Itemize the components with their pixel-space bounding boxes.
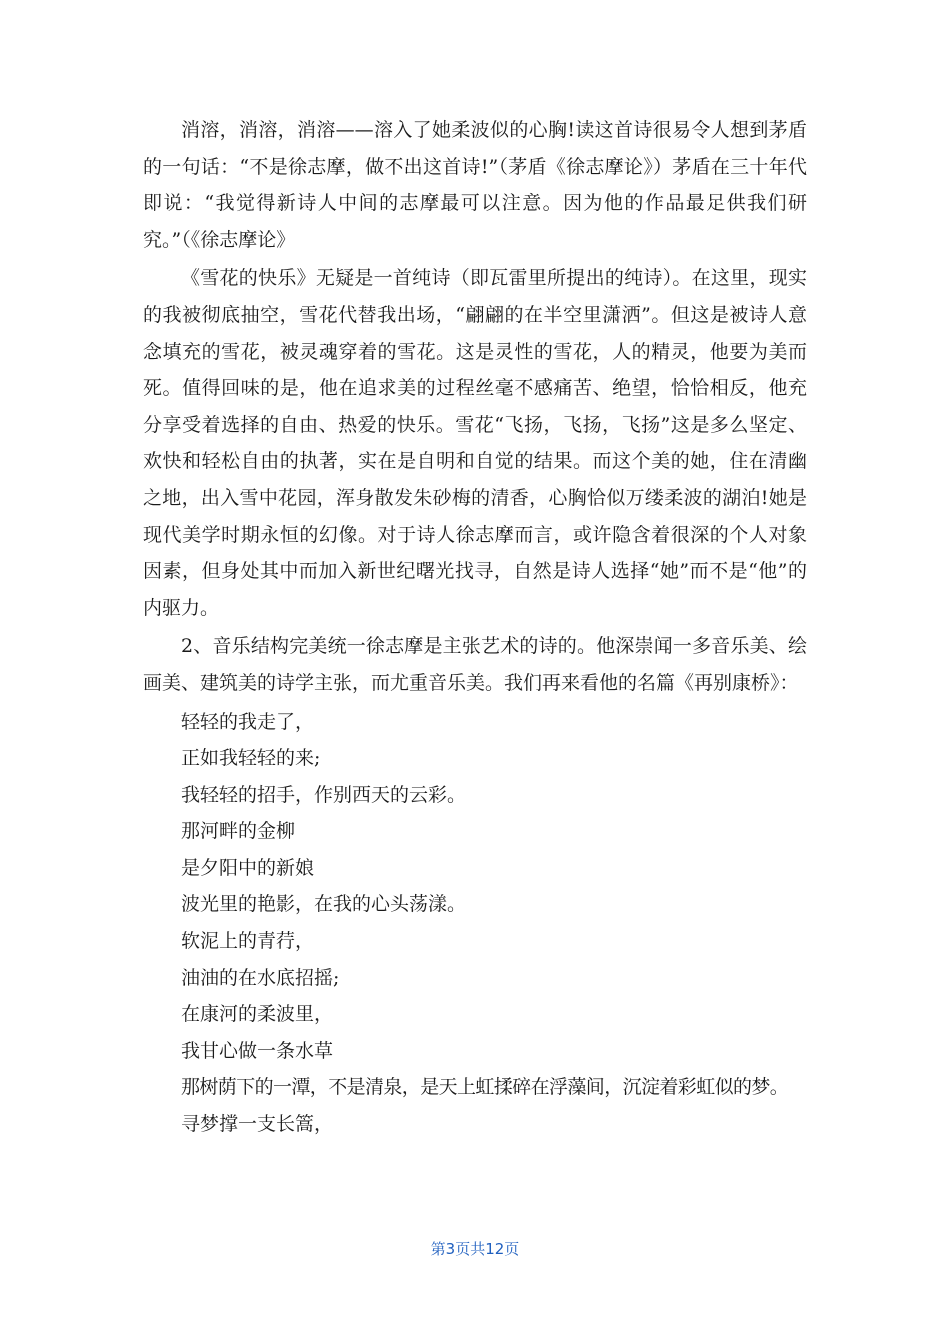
poem-line: 我轻轻的招手，作别西天的云彩。: [181, 783, 467, 806]
paragraph-1: 消溶，消溶，消溶——溶入了她柔波似的心胸!读这首诗很易令人想到茅盾的一句话：“不是徐志摩，做不出这首诗!”（茅盾《徐志摩论》）茅盾在三十年代即说：“我觉得新诗人中间的志摩最可以注意。因为他的作品最足供我们研究。”（《徐志摩论》: [143, 119, 807, 251]
document-body: [143, 112, 807, 1143]
poem-line: 在康河的柔波里，: [181, 1003, 334, 1026]
poem-line: 是夕阳中的新娘: [181, 856, 315, 879]
paragraph-3: 2、音乐结构完美统一徐志摩是主张艺术的诗的。他深崇闻一多音乐美、绘画美、建筑美的诗学主张，而尤重音乐美。我们再来看他的名篇《再别康桥》：: [143, 635, 807, 694]
poem-line: 波光里的艳影，在我的心头荡漾。: [181, 893, 467, 916]
poem-excerpt: [143, 704, 807, 1143]
poem-line: 正如我轻轻的来;: [181, 747, 321, 770]
poem-line: 轻轻的我走了，: [181, 710, 315, 733]
poem-line: 寻梦撑一支长篙，: [181, 1113, 334, 1136]
poem-line: 那河畔的金柳: [181, 820, 296, 843]
poem-line: 我甘心做一条水草: [181, 1039, 334, 1062]
page-number: 第3页共12页: [430, 1240, 520, 1258]
poem-line: 油油的在水底招摇;: [181, 966, 340, 989]
poem-line: 那树荫下的一潭，不是清泉，是天上虹揉碎在浮藻间，沉淀着彩虹似的梦。: [181, 1076, 789, 1099]
poem-line: 软泥上的青荇，: [181, 930, 315, 953]
paragraph-2: 《雪花的快乐》无疑是一首纯诗（即瓦雷里所提出的纯诗）。在这里，现实的我被彻底抽空，雪花代替我出场，“翩翩的在半空里潇洒”。但这是被诗人意念填充的雪花，被灵魂穿着的雪花。这是灵性的雪花，人的精灵，他要为美而死。值得回味的是，他在追求美的过程丝毫不感痛苦、绝望，恰恰相反，他充分享受着选择的自由、热爱的快乐。雪花“飞扬，飞扬，飞扬”这是多么坚定、欢快和轻松自由的执著，实在是自明和自觉的结果。而这个美的她，住在清幽之地，出入雪中花园，浑身散发朱砂梅的清香，心胸恰似万缕柔波的湖泊!她是现代美学时期永恒的幻像。对于诗人徐志摩而言，或许隐含着很深的个人对象因素，但身处其中而加入新世纪曙光找寻，自然是诗人选择“她”而不是“他”的内驱力。: [143, 267, 807, 619]
